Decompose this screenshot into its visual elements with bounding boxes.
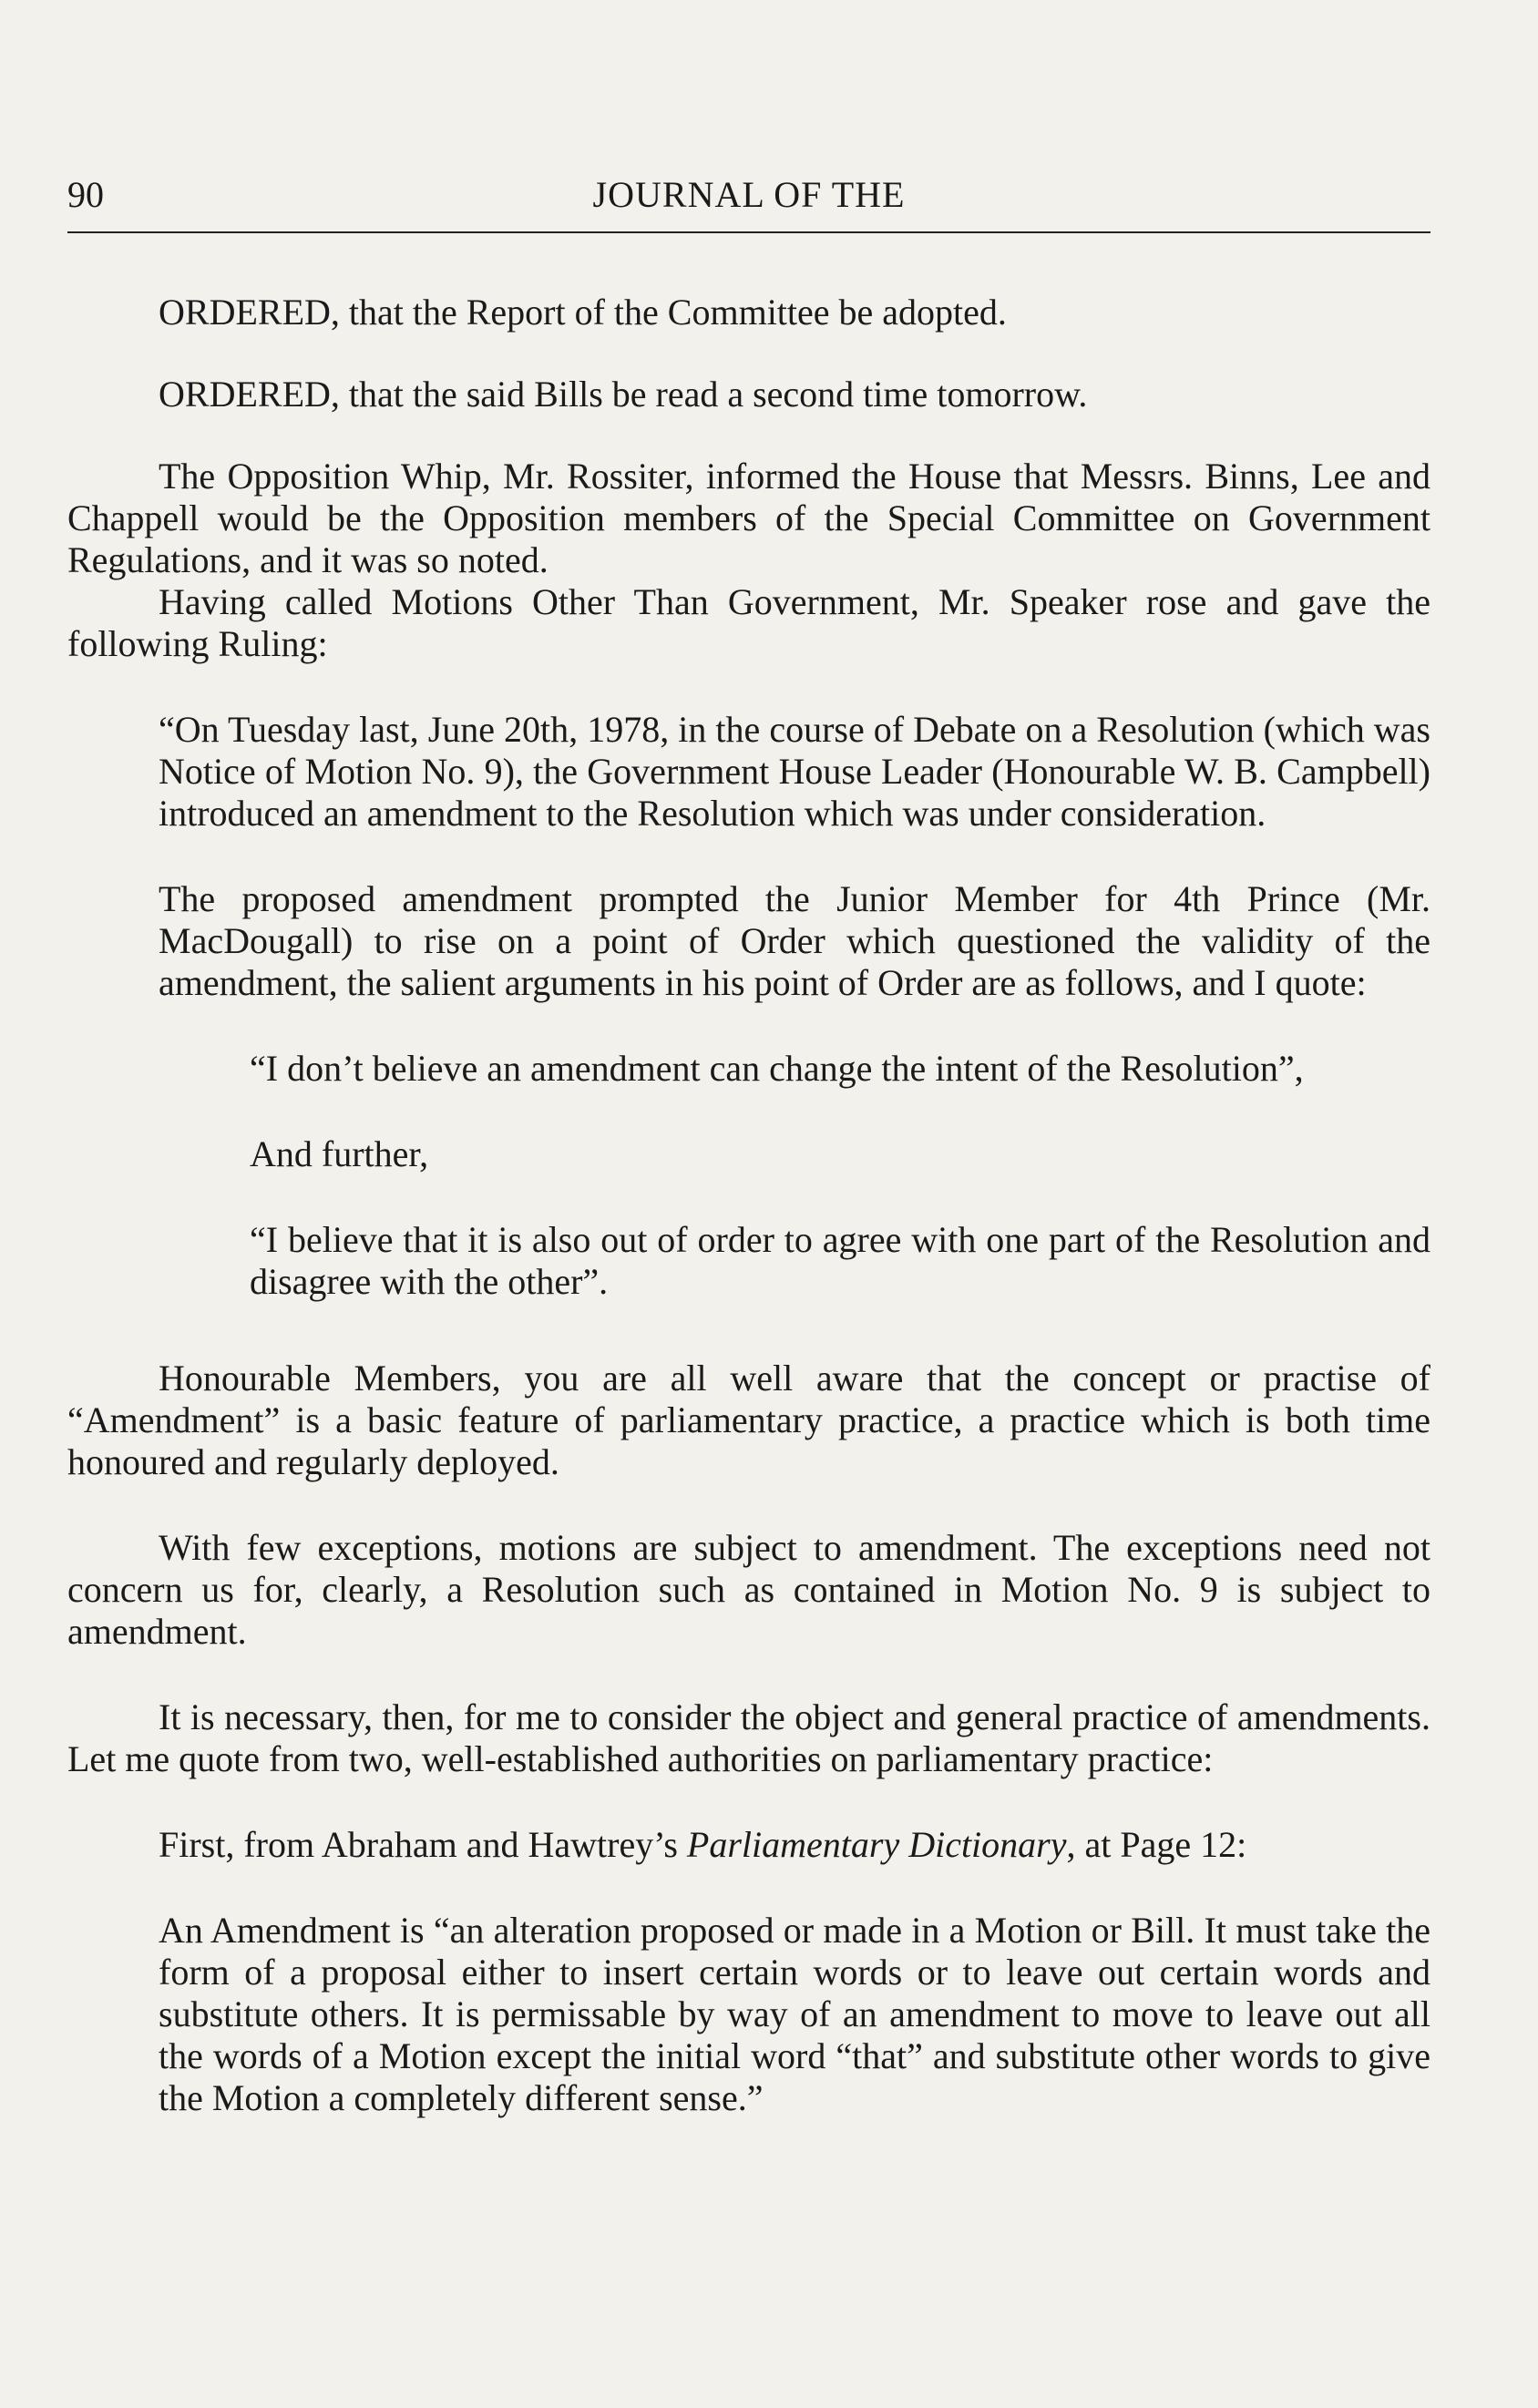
- quote-out-of-order: “I believe that it is also out of order to agree with one part of the Resolution and disagree with the other”.: [250, 1219, 1430, 1302]
- first-authority-citation: [67, 1824, 1430, 1866]
- ordered-report-adopted: ORDERED, that the Report of the Committee be adopted.: [159, 292, 1007, 333]
- necessary-consider-paragraph: It is necessary, then, for me to consider the object and general practice of amendments. Let me quote from two, well-established authorities on parliamentary practice:: [67, 1696, 1430, 1779]
- few-exceptions-paragraph: With few exceptions, motions are subject to amendment. The exceptions need not concern us for, clearly, a Resolution such as contained in Motion No. 9 is subject to amendment.: [67, 1527, 1430, 1652]
- amendment-prompted-paragraph: The proposed amendment prompted the Junior Member for 4th Prince (Mr. MacDougall) to rise on a point of Order which questioned the validity of the amendment, the salient arguments in his point of Order are as follows, and I quote:: [159, 878, 1430, 1003]
- speaker-ruling-intro: Having called Motions Other Than Government, Mr. Speaker rose and gave the following Ruling:: [67, 581, 1430, 664]
- opposition-whip-paragraph: The Opposition Whip, Mr. Rossiter, informed the House that Messrs. Binns, Lee and Chappell would be the Opposition members of the Special Committee on Government Regulations, and it was so noted.: [67, 456, 1430, 580]
- page-body: [67, 292, 1430, 2119]
- quote-intent: “I don’t believe an amendment can change the intent of the Resolution”,: [250, 1048, 1304, 1089]
- page-header: [67, 164, 1430, 219]
- and-further: And further,: [250, 1133, 429, 1174]
- amendment-definition-quote: An Amendment is “an alteration proposed or made in a Motion or Bill. It must take the form of a proposal either to insert certain words or to leave out certain words and substitute others. It is permissable by way of an amendment to move to leave out all the words of a Motion except the initial word “that” and substitute other words to give the Motion a completely different sense.”: [159, 1910, 1430, 2118]
- ordered-bills-second-reading: ORDERED, that the said Bills be read a second time tomorrow.: [159, 374, 1088, 415]
- honourable-members-paragraph: Honourable Members, you are all well aware that the concept or practise of “Amendment” is a basic feature of parliamentary practice, a practice which is both time honoured and regularly deployed.: [67, 1358, 1430, 1482]
- citation-suffix: , at Page 12:: [1066, 1824, 1247, 1865]
- header-rule: [67, 231, 1430, 233]
- ruling-quote-paragraph: “On Tuesday last, June 20th, 1978, in the course of Debate on a Resolution (which was Notice of Motion No. 9), the Government House Leader (Honourable W. B. Campbell) introduced an amendment to the Resolution which was under consideration.: [159, 709, 1430, 834]
- citation-prefix: First, from Abraham and Hawtrey’s: [159, 1824, 678, 1865]
- page-number: 90: [67, 174, 104, 215]
- citation-title: Parliamentary Dictionary: [686, 1824, 1067, 1865]
- running-head: JOURNAL OF THE: [592, 174, 906, 215]
